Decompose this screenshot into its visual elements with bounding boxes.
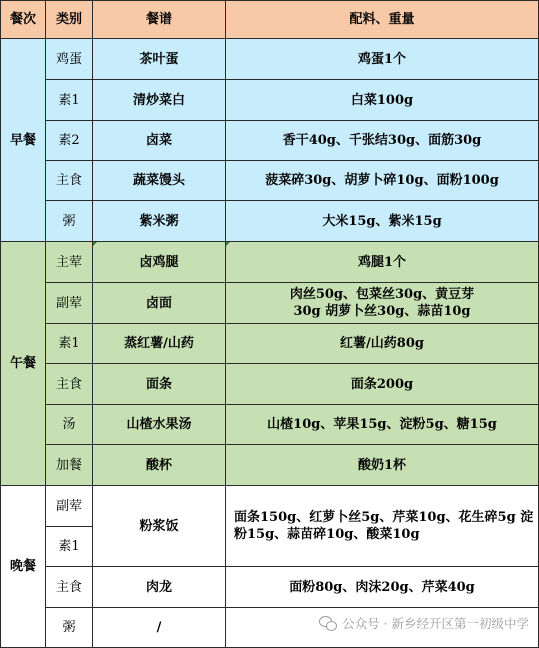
category-cell: 粥 <box>46 201 93 242</box>
ingredients-cell: 肉丝50g、包菜丝30g、黄豆芽30g 胡萝卜丝30g、蒜苗10g <box>226 283 539 324</box>
ingredients-cell: 酸奶1杯 <box>226 445 539 486</box>
table-row <box>1 201 539 242</box>
table-row <box>1 364 539 405</box>
table-row <box>1 324 539 364</box>
watermark <box>319 614 529 632</box>
ingredients-cell: 鸡腿1个 <box>226 242 539 283</box>
table-row <box>1 242 539 283</box>
category-cell: 主食 <box>46 567 93 608</box>
ingredients-cell: 面粉80g、肉沫20g、芹菜40g <box>226 567 539 608</box>
category-cell: 副荤 <box>46 486 93 527</box>
dish-cell: 茶叶蛋 <box>93 39 226 80</box>
ingredients-cell: 白菜100g <box>226 80 539 121</box>
dish-cell: 卤鸡腿 <box>93 242 226 283</box>
dish-cell: 蔬菜馒头 <box>93 161 226 201</box>
header-meal: 餐次 <box>1 1 46 39</box>
ingredients-cell: 山楂10g、苹果15g、淀粉5g、糖15g <box>226 405 539 445</box>
wechat-icon <box>319 616 337 630</box>
dish-cell: / <box>93 608 226 648</box>
category-cell: 主食 <box>46 364 93 405</box>
table-row <box>1 567 539 608</box>
table-row <box>1 486 539 527</box>
table-row <box>1 121 539 161</box>
meal-dinner: 晚餐 <box>1 486 46 648</box>
category-cell: 素1 <box>46 324 93 364</box>
dish-cell: 酸杯 <box>93 445 226 486</box>
category-cell: 素2 <box>46 121 93 161</box>
ingredients-cell: 红薯/山药80g <box>226 324 539 364</box>
watermark-text: 公众号 · 新乡经开区第一初级中学 <box>342 616 529 631</box>
dish-cell: 清炒菜白 <box>93 80 226 121</box>
ingredients-cell: 鸡蛋1个 <box>226 39 539 80</box>
category-cell: 粥 <box>46 608 93 648</box>
dish-cell: 面条 <box>93 364 226 405</box>
table-row <box>1 161 539 201</box>
dish-cell: 蒸红薯/山药 <box>93 324 226 364</box>
header-row <box>1 1 539 39</box>
table-row <box>1 445 539 486</box>
category-cell: 汤 <box>46 405 93 445</box>
category-cell: 素1 <box>46 527 93 567</box>
ingredients-cell: 面条150g、红萝卜丝5g、芹菜10g、花生碎5g 淀粉15g、蒜苗碎10g、酸菜10g <box>226 486 539 567</box>
category-cell: 主荤 <box>46 242 93 283</box>
ingredients-cell: 大米15g、紫米15g <box>226 201 539 242</box>
header-category: 类别 <box>46 1 93 39</box>
table-row <box>1 283 539 324</box>
header-dish: 餐谱 <box>93 1 226 39</box>
table-row <box>1 39 539 80</box>
ingredients-cell: 菠菜碎30g、胡萝卜碎10g、面粉100g <box>226 161 539 201</box>
category-cell: 素1 <box>46 80 93 121</box>
category-cell: 加餐 <box>46 445 93 486</box>
meal-lunch: 午餐 <box>1 242 46 486</box>
dish-cell: 肉龙 <box>93 567 226 608</box>
header-ingredients: 配料、重量 <box>226 1 539 39</box>
dish-cell: 紫米粥 <box>93 201 226 242</box>
dish-cell: 粉浆饭 <box>93 486 226 567</box>
category-cell: 主食 <box>46 161 93 201</box>
table-row <box>1 80 539 121</box>
ingredients-cell: 香干40g、千张结30g、面筋30g <box>226 121 539 161</box>
dish-cell: 卤面 <box>93 283 226 324</box>
category-cell: 副荤 <box>46 283 93 324</box>
table-row <box>1 405 539 445</box>
category-cell: 鸡蛋 <box>46 39 93 80</box>
dish-cell: 卤菜 <box>93 121 226 161</box>
ingredients-cell: 面条200g <box>226 364 539 405</box>
meal-breakfast: 早餐 <box>1 39 46 242</box>
dish-cell: 山楂水果汤 <box>93 405 226 445</box>
